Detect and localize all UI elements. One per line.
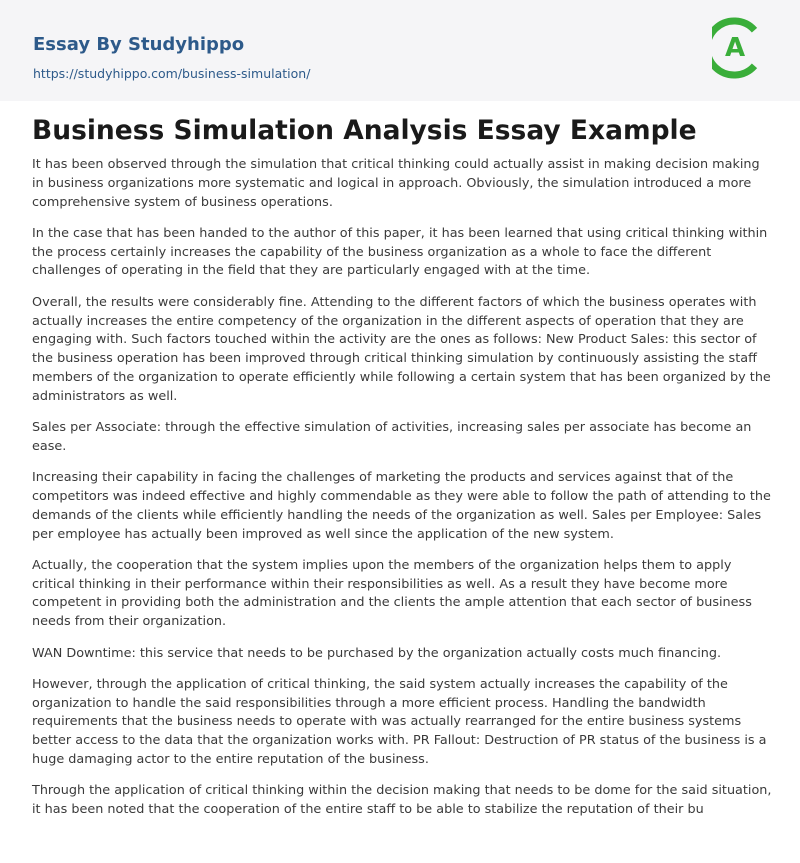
site-header [0,0,800,101]
paragraph: Sales per Associate: through the effective simulation of activities, increasing sales per associate has become an ease. [32,420,752,454]
paragraph: WAN Downtime: this service that needs to be purchased by the organization actually costs much financing. [32,645,722,661]
source-url-link[interactable]: https://studyhippo.com/business-simulation/ [33,66,311,81]
paragraph: It has been observed through the simulation that critical thinking could actually assist in making decision making in business organizations more systematic and logical in approach. Obviously, the simulation introduced a more comprehensive system of business operations. [32,157,760,210]
article-body [32,156,772,832]
site-brand[interactable]: Essay By Studyhippo [33,34,245,55]
paragraph: Overall, the results were considerably fine. Attending to the different factors of which the business operates with actually increases the entire competency of the organization in the different aspects of operation that they are engaging with. Such factors touched within the activity are the ones as follows: New Product Sales: this sector of the business operation has been improved through critical thinking simulation by continuously assisting the staff members of the organization to operate efficiently while following a certain system that has been organized by the administrators as well. [32,294,771,404]
logo-letter: A [724,33,746,63]
paragraph: Actually, the cooperation that the system implies upon the members of the organization helps them to apply critical thinking in their performance within their responsibilities as well. As a result they have become more competent in providing both the administration and the clients the ample attention that each sector of business needs from their organization. [32,557,752,630]
paragraph: Increasing their capability in facing the challenges of marketing the products and services against that of the competitors was indeed effective and highly commendable as they were able to follow the path of attending to the demands of the clients while efficiently handling the needs of the organization as well. Sales per Employee: Sales per employee has actually been improved as well since the application of the new system. [32,470,771,542]
paragraph: However, through the application of critical thinking, the said system actually increases the capability of the organization to handle the said responsibilities through a more efficient process. Handling the bandwidth requirements that the business needs to operate with was actually rearranged for the entire business systems better access to the data that the organization works with. PR Fallout: Destruction of PR status of the business is a huge damaging actor to the entire reputation of the business. [32,676,767,768]
paragraph: In the case that has been handed to the author of this paper, it has been learned that using critical thinking within the process certainly increases the capability of the business organization as a whole to face the different challenges of operating in the field that they are particularly engaged with at the time. [32,225,768,279]
paragraph: Through the application of critical thinking within the decision making that needs to be dome for the said situation, it has been noted that the cooperation of the entire staff to be able to stabilize the reputation of their bu [32,783,772,818]
studyhippo-logo-icon[interactable] [712,14,770,82]
page-title: Business Simulation Analysis Essay Example [32,115,697,146]
